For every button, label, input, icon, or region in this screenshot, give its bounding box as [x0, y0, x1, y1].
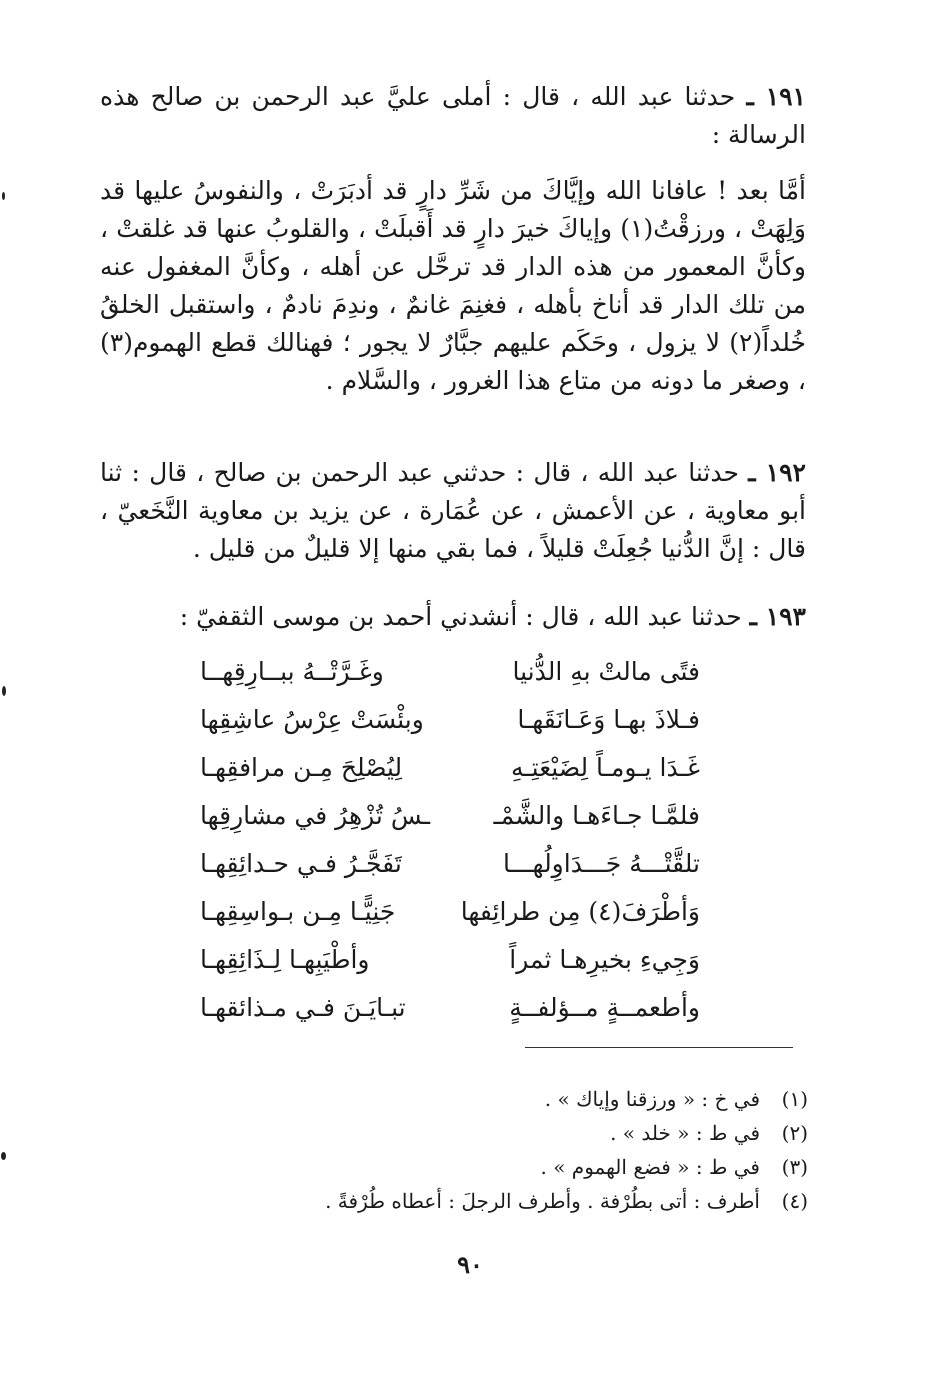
scan-mark	[1, 1152, 6, 1160]
footnote	[300, 1116, 808, 1150]
poem	[200, 652, 700, 1036]
paragraph-191-body: أمَّا بعد ! عافانا الله وإيَّاكَ من شَرِّ دارٍ قد أدبَرَتْ ، والنفوسُ عليها قد وَلِهَتْ ، ورزقْتُ(١) وإياكَ خيرَ دارٍ قد أَقبلَتْ ، والقلوبُ عنها قد غلقتْ ، وكأنَّ المعمور من هذه الدار قد ترحَّل عن أهله ، وكأنَّ المغفول عنه من تلك الدار قد أناخ بأهله ، فغنِمَ غانمٌ ، وندِمَ نادمٌ ، واستقبل الخلقُ خُلداً(٢) لا يزول ، وحَكَم عليهم جبَّارٌ لا يجور ؛ فهنالك قطع الهموم(٣) ، وصغر ما دونه من متاع هذا الغرور ، والسَّلام .	[100, 176, 806, 395]
verse-first-hemistich: وأطعمــةٍ مــؤلفــةٍ	[509, 993, 700, 1022]
verse-second-hemistich: ـسُ تُزْهِرُ في مشارِقِها	[200, 801, 431, 830]
section-191-intro-text: حدثنا عبد الله ، قال : أملى عليَّ عبد الرحمن بن صالح هذه الرسالة :	[100, 82, 806, 149]
poem-verse	[200, 652, 700, 700]
poem-verse	[200, 988, 700, 1036]
scan-mark	[2, 192, 5, 200]
page-number: ٩٠	[457, 1250, 483, 1279]
paragraph-192	[100, 454, 806, 568]
verse-second-hemistich: وغَـرَّتْــهُ ببــارِقِهــا	[200, 657, 384, 686]
poem-verse	[200, 892, 700, 940]
footnote-number: (٤)	[781, 1189, 808, 1213]
verse-second-hemistich: لِيُصْلِحَ مِـن مرافقِهـا	[200, 753, 403, 782]
verse-first-hemistich: فتًى مالتْ بهِ الدُّنيا	[512, 657, 700, 686]
verse-second-hemistich: جَنِيًّـا مِـن بـواسِقِهـا	[200, 897, 396, 926]
section-number-193: ١٩٣ ـ	[749, 602, 806, 631]
paragraph-193	[100, 598, 806, 636]
footnote-number: (٢)	[781, 1121, 808, 1145]
poem-verse	[200, 700, 700, 748]
scan-mark	[2, 686, 6, 696]
footnote	[300, 1150, 808, 1184]
verse-second-hemistich: تبـايَـنَ فـي مـذائقهـا	[200, 993, 406, 1022]
verse-first-hemistich: وَجِيءِ بخيرِهـا ثمراً	[509, 945, 700, 974]
poem-verse	[200, 940, 700, 988]
verse-first-hemistich: تلقَّتْـــهُ جَـــدَاوِلُهـــا	[502, 849, 700, 878]
poem-verse	[200, 844, 700, 892]
section-number-192: ١٩٢ ـ	[748, 458, 806, 487]
verse-first-hemistich: فـلاذَ بهـا وَعَـانَقَهـا	[517, 705, 700, 734]
verse-first-hemistich: غَـدَا يـومـاً لِضَيْعَتِـهِ	[510, 753, 700, 782]
section-193-text: حدثنا عبد الله ، قال : أنشدني أحمد بن موسى الثقفيّ :	[179, 602, 742, 631]
verse-second-hemistich: وأطْيَبِهـا لِـذَائِقِهـا	[200, 945, 370, 974]
footnote	[300, 1184, 808, 1218]
footnote-number: (١)	[781, 1087, 808, 1111]
verse-second-hemistich: تَفَجَّـرُ فـي حـدائِقِهـا	[200, 849, 402, 878]
footnote-text: في ط : « فضع الهموم » .	[540, 1155, 760, 1179]
footnote-text: في خ : « ورزقنا وإياك » .	[544, 1087, 760, 1111]
footnote-separator	[525, 1047, 793, 1048]
verse-second-hemistich: وبئْسَتْ عِرْسُ عاشِقِها	[200, 705, 424, 734]
paragraph-191-intro	[100, 78, 806, 154]
poem-verse	[200, 748, 700, 796]
verse-first-hemistich: وَأطْرَفَ(٤) مِن طرائِفها	[460, 897, 700, 926]
footnote-number: (٣)	[781, 1155, 808, 1179]
poem-verse	[200, 796, 700, 844]
section-number-191: ١٩١ ـ	[746, 82, 806, 111]
section-192-text: حدثنا عبد الله ، قال : حدثني عبد الرحمن بن صالح ، قال : ثنا أبو معاوية ، عن الأعمش ، عن عُمَارة ، عن يزيد بن معاوية النَّخَعيّ ، قال : إنَّ الدُّنيا جُعِلَتْ قليلاً ، فما بقي منها إلا قليلٌ من قليل .	[100, 458, 806, 563]
verse-first-hemistich: فلمَّـا جـاءَهـا والشَّمْـ	[493, 801, 700, 830]
footnote	[300, 1082, 808, 1116]
footnote-text: أطرف : أتى بطُرْفة . وأطرف الرجلَ : أعطاه طُرْفةً .	[325, 1189, 760, 1213]
footnote-text: في ط : « خلد » .	[610, 1121, 760, 1145]
